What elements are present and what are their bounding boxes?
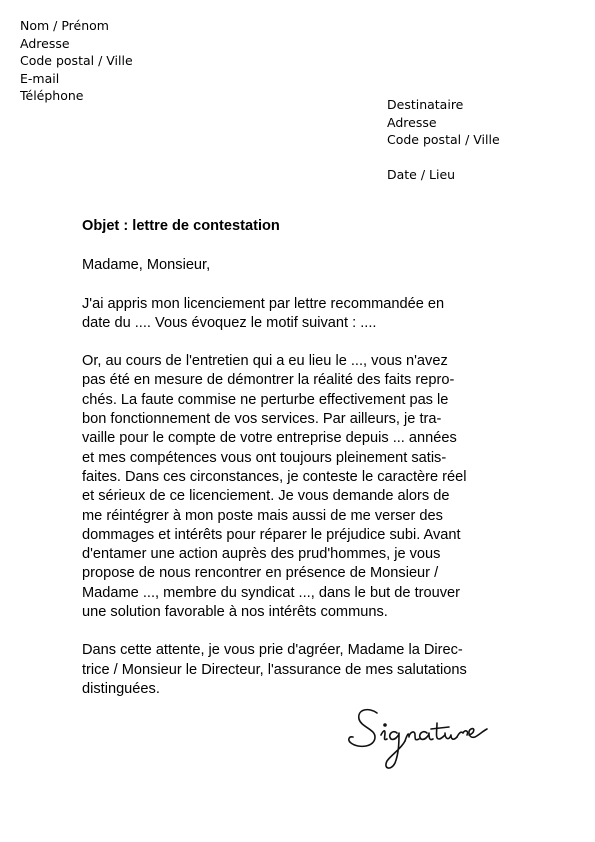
sender-phone: Téléphone: [20, 88, 84, 104]
paragraph-line: Dans cette attente, je vous prie d'agréer, Madame la Direc-: [82, 642, 463, 659]
recipient-postal-city: Code postal / Ville: [387, 132, 500, 148]
paragraph-line: faites. Dans ces circonstances, je conteste le caractère réel: [82, 468, 467, 485]
paragraph-2: [82, 352, 522, 622]
paragraph-line: trice / Monsieur le Directeur, l'assurance de mes salutations: [82, 661, 467, 678]
recipient-address: Adresse: [387, 114, 437, 130]
paragraph-line: et mes compétences vous ont toujours pleinement satis-: [82, 449, 447, 466]
letter-subject: Objet : lettre de contestation: [82, 218, 280, 234]
sender-name: Nom / Prénom: [20, 18, 109, 33]
paragraph-line: vaille pour le compte de votre entreprise depuis ... années: [82, 430, 457, 447]
sender-email: E-mail: [20, 70, 60, 86]
letter-salutation: Madame, Monsieur,: [82, 257, 211, 274]
paragraph-3: [82, 641, 522, 699]
date-place: Date / Lieu: [387, 166, 456, 182]
signature-image: [345, 703, 495, 775]
handwritten-signature: [345, 703, 495, 775]
paragraph-line: pas été en mesure de démontrer la réalité des faits repro-: [82, 372, 455, 389]
sender-block: [20, 17, 133, 105]
paragraph-line: et sérieux de ce licenciement. Je vous demande alors de: [82, 488, 450, 505]
paragraph-line: J'ai appris mon licenciement par lettre recommandée en: [82, 295, 445, 312]
recipient-name: Destinataire: [387, 97, 464, 112]
sender-postal-city: Code postal / Ville: [20, 53, 133, 69]
paragraph-line: Or, au cours de l'entretien qui a eu lieu le ..., vous n'avez: [82, 353, 448, 370]
paragraph-line: une solution favorable à nos intérêts communs.: [82, 604, 388, 621]
paragraph-line: d'entamer une action auprès des prud'hommes, je vous: [82, 546, 441, 563]
sender-address: Adresse: [20, 35, 70, 51]
paragraph-1: [82, 295, 522, 334]
recipient-block: [387, 96, 500, 183]
paragraph-line: dommages et intérêts pour réparer le préjudice subi. Avant: [82, 526, 461, 543]
paragraph-line: chés. La faute commise ne perturbe effectivement pas le: [82, 391, 449, 408]
paragraph-line: distinguées.: [82, 680, 160, 697]
paragraph-line: bon fonctionnement de vos services. Par ailleurs, je tra-: [82, 411, 442, 428]
letter-body: [82, 217, 522, 718]
paragraph-line: Madame ..., membre du syndicat ..., dans le but de trouver: [82, 584, 460, 601]
paragraph-line: me réintégrer à mon poste mais aussi de me verser des: [82, 507, 443, 524]
paragraph-line: propose de nous rencontrer en présence de Monsieur /: [82, 565, 439, 582]
paragraph-line: date du .... Vous évoquez le motif suivant : ....: [82, 314, 377, 331]
